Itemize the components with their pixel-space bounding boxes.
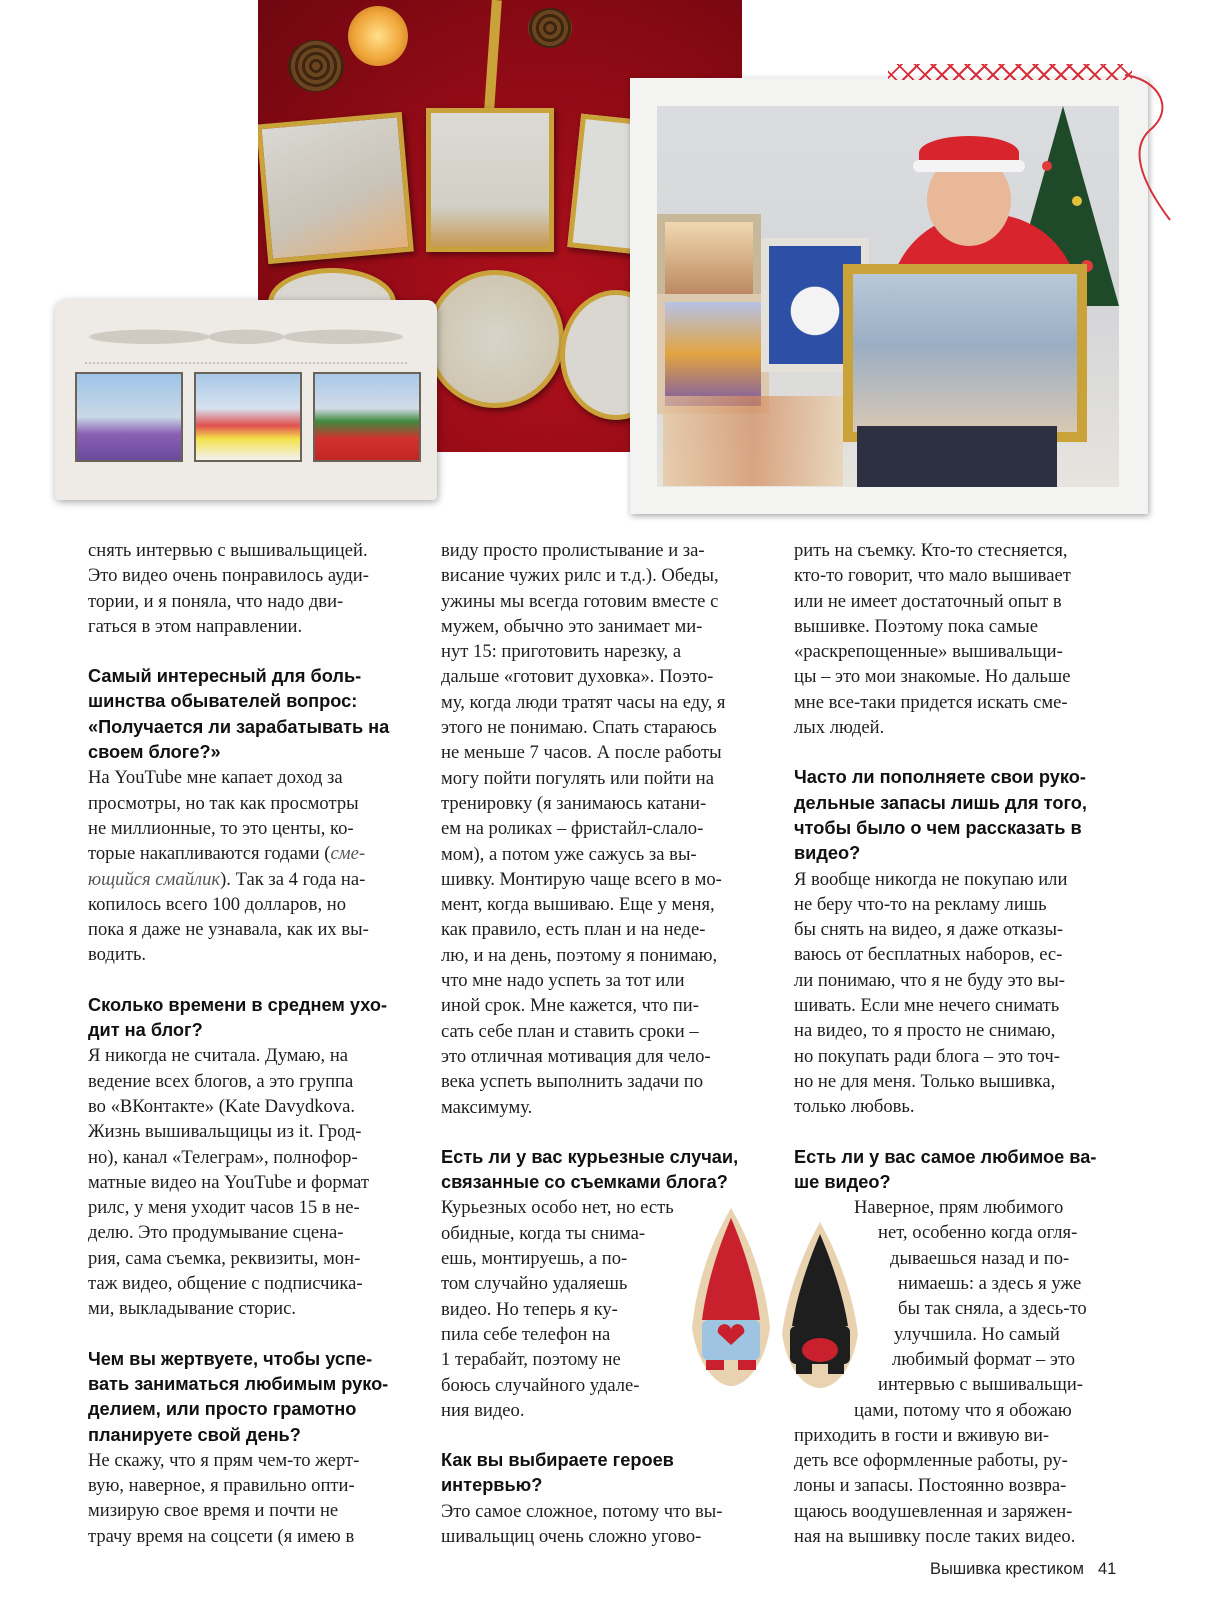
carved-ornament <box>85 306 407 364</box>
question-heading: Как вы выбираете героев интервью? <box>441 1450 674 1496</box>
gnome-ornament-red-icon <box>688 1208 774 1388</box>
round-ornament-witch <box>426 270 564 408</box>
page-footer <box>930 1560 1116 1579</box>
question-heading: Чем вы жертвуете, чтобы успе- вать заниматься любимым руко- делием, или просто грамотно планируете свой день? <box>88 1348 389 1445</box>
magazine-title: Вышивка крестиком <box>930 1560 1084 1578</box>
answer-paragraph: Курьезных особо нет, но есть обидные, когда ты снима- ешь, монтируешь, а по- том случайно удаляешь видео. Но теперь я ку- пила себе телефон на 1 терабайт, поэтому не боюсь случайного удале- ния видео. <box>441 1197 674 1421</box>
question-heading: Часто ли пополняете свои руко- дельные запасы лишь для того, чтобы было о чем рассказать в видео? <box>794 767 1087 864</box>
geese-ornament <box>426 108 554 252</box>
pinecone-image <box>528 8 572 48</box>
tulips-panel <box>194 372 302 462</box>
answer-paragraph: Наверное, прям любимого нет, особенно когда огля- дываешься назад и по- нимаешь: а здесь я уже бы так сняла, а здесь-то улучшила. Но самый любимый формат – это интервью с вышивальщи- цами, потому что я обожаю приходить в гости и вживую ви- деть все оформленные работы, ру- лоны и запасы. Постоянно возвра- щаюсь воодушевленная и заряжен- ная на вышивку после таких видео. <box>794 1197 1087 1547</box>
framed-artwork-street-scene <box>843 264 1087 442</box>
answer-paragraph: Я никогда не считала. Думаю, на ведение всех блогов, а это группа во «ВКонтакте» (Kate Davydkova. Жизнь вышивальщицы из it. Грод- но), канал «Телеграм», полнофор- матные видео на YouTube и формат рилс, у меня уходит часов 15 в не- делю. Это продумывание сцена- рия, сама съемка, реквизиты, мон- таж видео, общение с подписчика- ми, выкладывание сторис. <box>88 1045 369 1320</box>
woman-jeans <box>857 426 1057 487</box>
answer-paragraph: Не скажу, что я прям чем-то жерт- вую, наверное, я правильно опти- мизирую свое время и почти не трачу время на соцсети (я имею в <box>88 1449 360 1547</box>
text-column-3 <box>794 538 1130 1549</box>
table-items <box>663 396 843 486</box>
paragraph: рить на съемку. Кто-то стесняется, кто-то говорит, что мало вышивает или не имеет достаточный опыт в вышивке. Поэтому пока самые «раскрепощенные» вышивальщи- цы – это мои знакомые. Но дальше мне все-таки придется искать сме- лых людей. <box>794 540 1071 739</box>
zigzag-decoration <box>888 64 1132 80</box>
text-column-1 <box>88 538 424 1549</box>
text-column-2 <box>441 538 777 1549</box>
thread-decoration <box>1120 70 1180 230</box>
fireplace-ornament <box>258 112 414 264</box>
answer-paragraph: Я вообще никогда не покупаю или не беру что-то на рекламу лишь бы снять на видео, я даже отказы- ваюсь от бесплатных наборов, ес- ли понимаю, что я не буду это вы- шивать. Если мне нечего снимать на видео, то я просто не снимаю, но покупать ради блога – это точ- но не для меня. Только вышивка, только любовь. <box>794 868 1068 1118</box>
question-heading: Самый интересный для боль- шинства обывателей вопрос: «Получается ли зарабатывать на своем блоге?» <box>88 666 390 763</box>
question-heading: Есть ли у вас курьезные случаи, связанные со съемками блога? <box>441 1146 739 1193</box>
poppies-panel <box>313 372 421 462</box>
paragraph: снять интервью с вышивальщицей. Это видео очень понравилось ауди- тории, и я поняла, что надо дви- гаться в этом направлении. <box>88 540 369 637</box>
page-number: 41 <box>1097 1560 1117 1578</box>
windmill-panel <box>75 372 183 462</box>
author-photo <box>657 106 1119 487</box>
paragraph: виду просто пролистывание и за- висание чужих рилс и т.д.). Обеды, ужины мы всегда готовим вместе с мужем, обычно это занимает ми- нут 15: приготовить нарезку, а дальше «готовит духовка». Поэто- му, когда люди тратят часы на еду, я этого не понимаю. Спать стараюсь не меньше 7 часов. А после работы могу пойти погулять или пойти на тренировку (я занимаюсь катани- ем на роликах – фристайл-слало- мом), а потом уже сажусь за вы- шивку. Монтирую чаще всего в мо- мент, когда вышиваю. Еще у меня, как правило, есть план и на неде- лю, и на день, поэтому я понимаю, что мне надо успеть за тот или иной срок. Мне кажется, что пи- сать себе план и ставить сроки – это отличная мотивация для чело- века успеть выполнить задачи по максимуму. <box>441 540 726 1118</box>
question-heading: Есть ли у вас самое любимое ва- ше видео? <box>794 1146 1097 1192</box>
pinecone-image <box>288 40 344 92</box>
question-heading: Сколько времени в среднем ухо- дит на блог? <box>88 994 388 1041</box>
answer-paragraph: На YouTube мне капает доход за просмотры, но так как просмотры не миллионные, то это центы, ко- торые накапливаются годами (сме- ющийся смайлик). Так за 4 года на- копилось всего 100 долларов, но пока я даже не узнавала, как их вы- водить. <box>88 767 369 966</box>
answer-paragraph: Это самое сложное, потому что вы- шивальщиц очень сложно угово- <box>441 1500 723 1547</box>
candle-image <box>348 6 408 66</box>
